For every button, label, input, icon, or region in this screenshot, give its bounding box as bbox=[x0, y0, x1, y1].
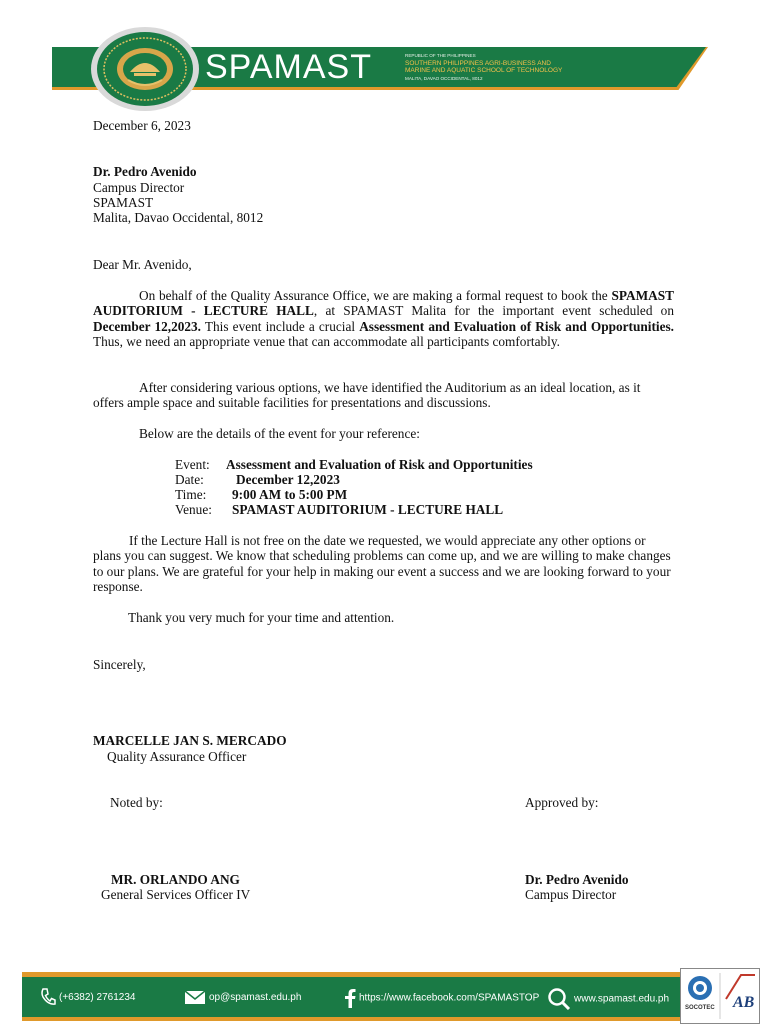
time-value: 9:00 AM to 5:00 PM bbox=[232, 487, 348, 502]
footer-accent-bottom bbox=[22, 1017, 682, 1021]
closing: Sincerely, bbox=[93, 657, 146, 672]
recipient-org: SPAMAST bbox=[93, 195, 154, 210]
noted-name: MR. ORLANDO ANG bbox=[111, 872, 240, 887]
event-value: Assessment and Evaluation of Risk and Opportunities bbox=[226, 457, 533, 472]
school-line-1: REPUBLIC OF THE PHILIPPINES bbox=[405, 53, 476, 58]
time-label: Time: bbox=[175, 487, 207, 502]
recipient-title: Campus Director bbox=[93, 180, 185, 195]
school-line-2: SOUTHERN PHILIPPINES AGRI-BUSINESS AND bbox=[405, 59, 551, 67]
event-name-bold: Assessment and Evaluation of Risk and Opportunities. bbox=[359, 318, 674, 334]
letter-date: December 6, 2023 bbox=[93, 118, 191, 133]
svg-text:AB: AB bbox=[733, 994, 755, 1011]
paragraph-2: After considering various options, we have identified the Auditorium as an ideal location, as it offers ample space and suitable facilities for presentations and discussions. bbox=[93, 380, 641, 411]
venue-value: SPAMAST AUDITORIUM - LECTURE HALL bbox=[232, 502, 504, 517]
school-full-name bbox=[405, 52, 635, 82]
school-line-3: MARINE AND AQUATIC SCHOOL OF TECHNOLOGY bbox=[405, 67, 563, 74]
recipient-address: Malita, Davao Occidental, 8012 bbox=[93, 210, 264, 225]
iso-certification-logo bbox=[681, 969, 759, 1023]
sender-name: MARCELLE JAN S. MERCADO bbox=[93, 733, 287, 748]
footer-phone: (+6382) 2761234 bbox=[40, 988, 135, 1008]
salutation: Dear Mr. Avenido, bbox=[93, 257, 192, 272]
footer-website: www.spamast.edu.ph bbox=[547, 988, 669, 1010]
mail-icon bbox=[184, 990, 206, 1005]
phone-icon bbox=[40, 988, 56, 1006]
svg-text:SOCOTEC: SOCOTEC bbox=[685, 1005, 715, 1011]
noted-title: General Services Officer IV bbox=[101, 887, 251, 902]
approved-name: Dr. Pedro Avenido bbox=[525, 872, 629, 887]
search-icon bbox=[547, 988, 571, 1010]
noted-by-label: Noted by: bbox=[110, 795, 163, 810]
facebook-icon bbox=[344, 988, 356, 1008]
paragraph-5: Thank you very much for your time and attention. bbox=[128, 610, 395, 625]
date-label: Date: bbox=[175, 472, 204, 487]
school-line-4: MALITA, DAVAO OCCIDENTAL, 8012 bbox=[405, 75, 483, 81]
date-value: December 12,2023 bbox=[236, 472, 340, 487]
school-seal-icon bbox=[90, 26, 200, 112]
venue-label: Venue: bbox=[175, 502, 212, 517]
certification-badges bbox=[680, 968, 760, 1024]
event-label: Event: bbox=[175, 457, 210, 472]
footer-email: op@spamast.edu.ph bbox=[184, 988, 301, 1008]
event-date-bold: December 12,2023. bbox=[93, 318, 202, 334]
sender-title: Quality Assurance Officer bbox=[107, 749, 247, 764]
paragraph-3: Below are the details of the event for your reference: bbox=[139, 426, 420, 441]
paragraph-1: On behalf of the Quality Assurance Office, we are making a formal request to book the SPAMAST AUDITORIUM - LECTURE HALL, at SPAMAST Malita for the important event scheduled on December 12,2023. This event include a crucial Assessment and Evaluation of Risk and Opportunities. Thus, we need an appropriate venue that can accommodate all participants comfortably. bbox=[93, 288, 674, 349]
brand-name: SPAMAST bbox=[205, 48, 372, 86]
approved-by-label: Approved by: bbox=[525, 795, 599, 810]
paragraph-4: If the Lecture Hall is not free on the date we requested, we would appreciate any other options or plans you can suggest. We know that scheduling problems can come up, and we are willing to make changes to our plans. We are grateful for your help in making our event a success and we are looking forward to your response. bbox=[93, 533, 671, 594]
recipient-name: Dr. Pedro Avenido bbox=[93, 164, 197, 179]
approved-title: Campus Director bbox=[525, 887, 617, 902]
venue-name-bold: SPAMAST AUDITORIUM - LECTURE HALL bbox=[93, 288, 674, 319]
footer-facebook: https://www.facebook.com/SPAMASTOP bbox=[344, 988, 539, 1009]
